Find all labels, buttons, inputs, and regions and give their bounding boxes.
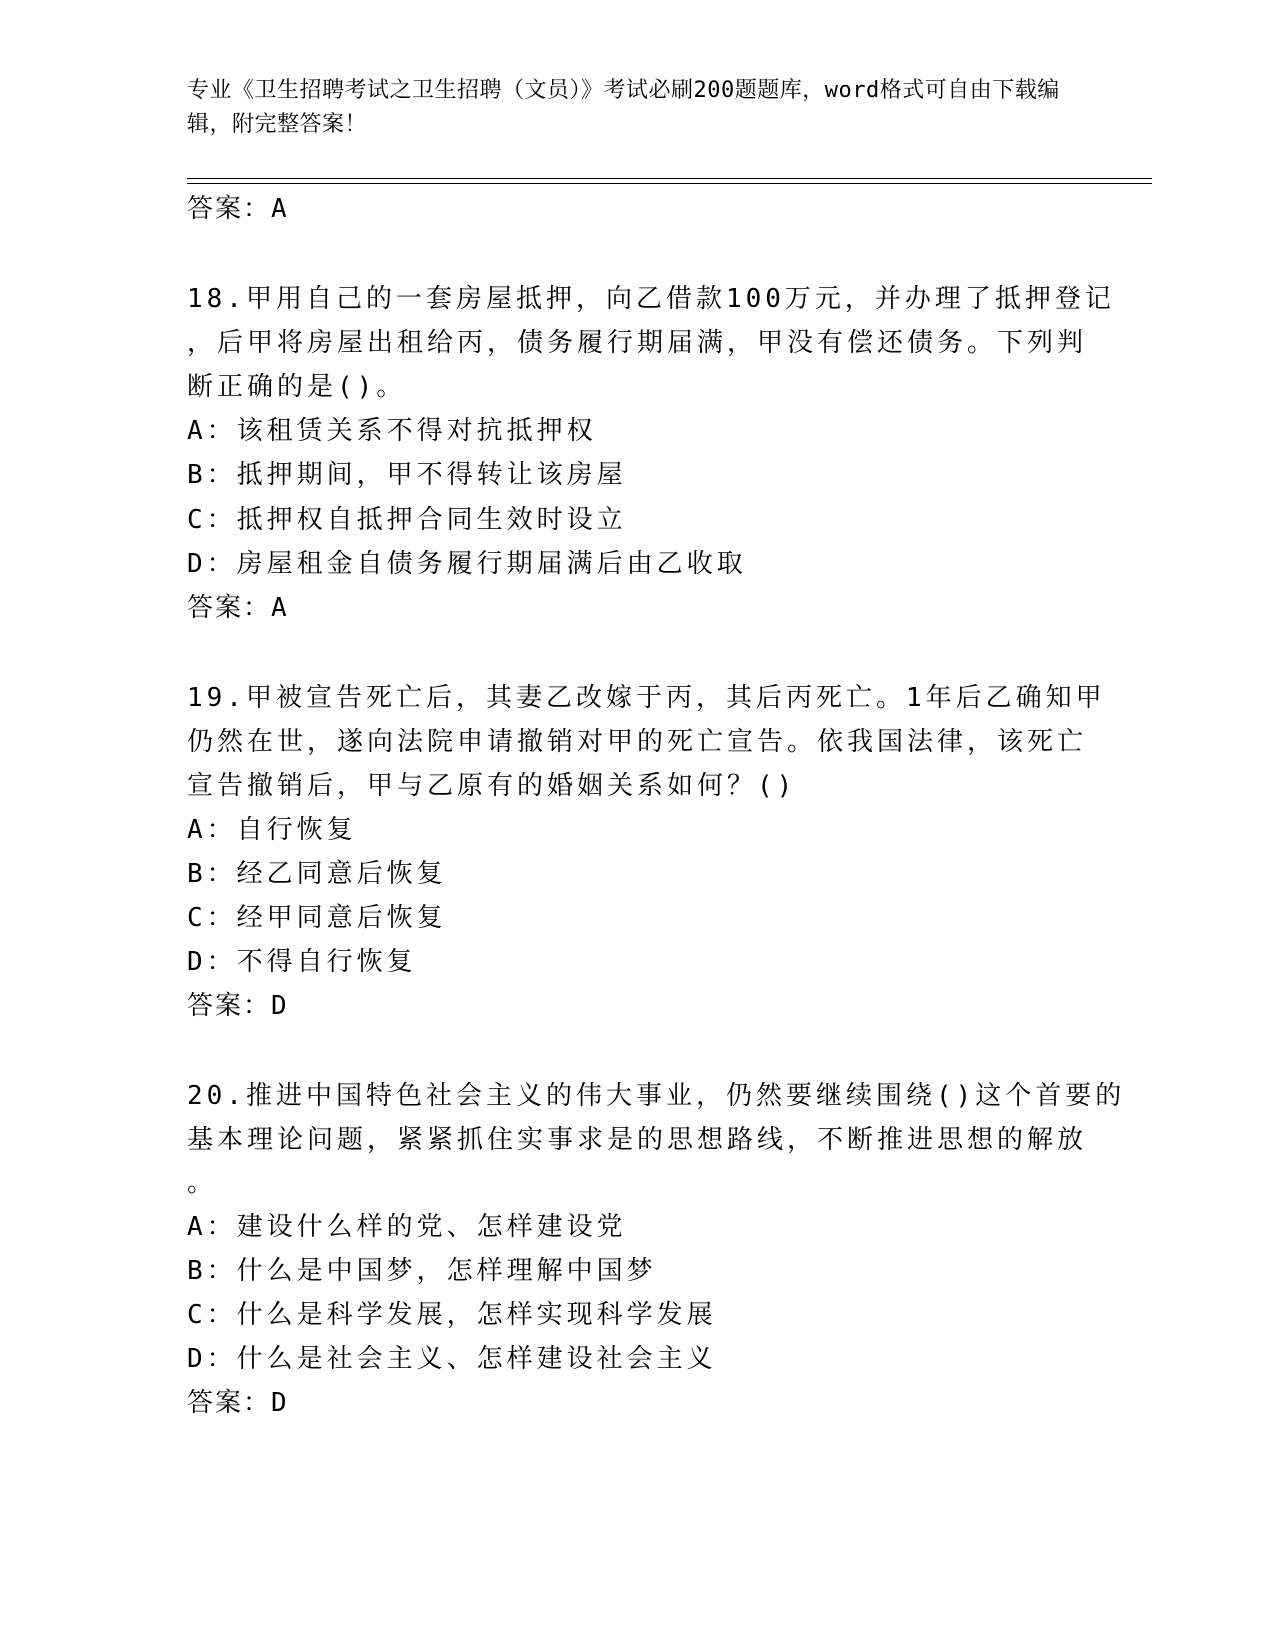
question-19-line-1: 19.甲被宣告死亡后，其妻乙改嫁于丙，其后丙死亡。1年后乙确知甲 — [187, 683, 1106, 713]
question-18-answer: 答案：A — [187, 593, 289, 623]
question-19-line-3: 宣告撤销后，甲与乙原有的婚姻关系如何？() — [187, 771, 797, 801]
question-20-option-a: A：建设什么样的党、怎样建设党 — [187, 1212, 627, 1242]
question-20-option-d: D：什么是社会主义、怎样建设社会主义 — [187, 1344, 717, 1374]
question-18-option-c: C：抵押权自抵押合同生效时设立 — [187, 505, 627, 535]
question-20-answer: 答案：D — [187, 1388, 289, 1418]
question-18-option-d: D：房屋租金自债务履行期届满后由乙收取 — [187, 549, 747, 579]
question-20-line-3: 。 — [187, 1168, 218, 1198]
question-18-line-3: 断正确的是()。 — [187, 372, 407, 402]
header-rule-double — [187, 183, 1152, 184]
previous-answer: 答案：A — [187, 194, 289, 224]
question-19-option-c: C：经甲同意后恢复 — [187, 903, 447, 933]
question-18-option-a: A：该租赁关系不得对抗抵押权 — [187, 416, 597, 446]
question-18-option-b: B：抵押期间，甲不得转让该房屋 — [187, 460, 627, 490]
header-rule — [187, 178, 1152, 179]
question-20-line-2: 基本理论问题，紧紧抓住实事求是的思想路线，不断推进思想的解放 — [187, 1125, 1088, 1155]
question-20-option-c: C：什么是科学发展，怎样实现科学发展 — [187, 1300, 717, 1330]
question-18-line-1: 18.甲用自己的一套房屋抵押，向乙借款100万元，并办理了抵押登记 — [187, 284, 1115, 314]
document-header: 专业《卫生招聘考试之卫生招聘（文员）》考试必刷200题题库，word格式可自由下载编辑，附完整答案！ — [187, 78, 1060, 137]
question-20-line-1: 20.推进中国特色社会主义的伟大事业，仍然要继续围绕()这个首要的 — [187, 1081, 1126, 1111]
question-19-answer: 答案：D — [187, 991, 289, 1021]
question-19-option-a: A：自行恢复 — [187, 815, 357, 845]
question-18-line-2: ，后甲将房屋出租给丙，债务履行期届满，甲没有偿还债务。下列判 — [187, 328, 1088, 358]
question-19-option-d: D：不得自行恢复 — [187, 947, 417, 977]
question-19-line-2: 仍然在世，遂向法院申请撤销对甲的死亡宣告。依我国法律，该死亡 — [187, 727, 1088, 757]
question-20-option-b: B：什么是中国梦，怎样理解中国梦 — [187, 1256, 657, 1286]
question-19-option-b: B：经乙同意后恢复 — [187, 859, 447, 889]
